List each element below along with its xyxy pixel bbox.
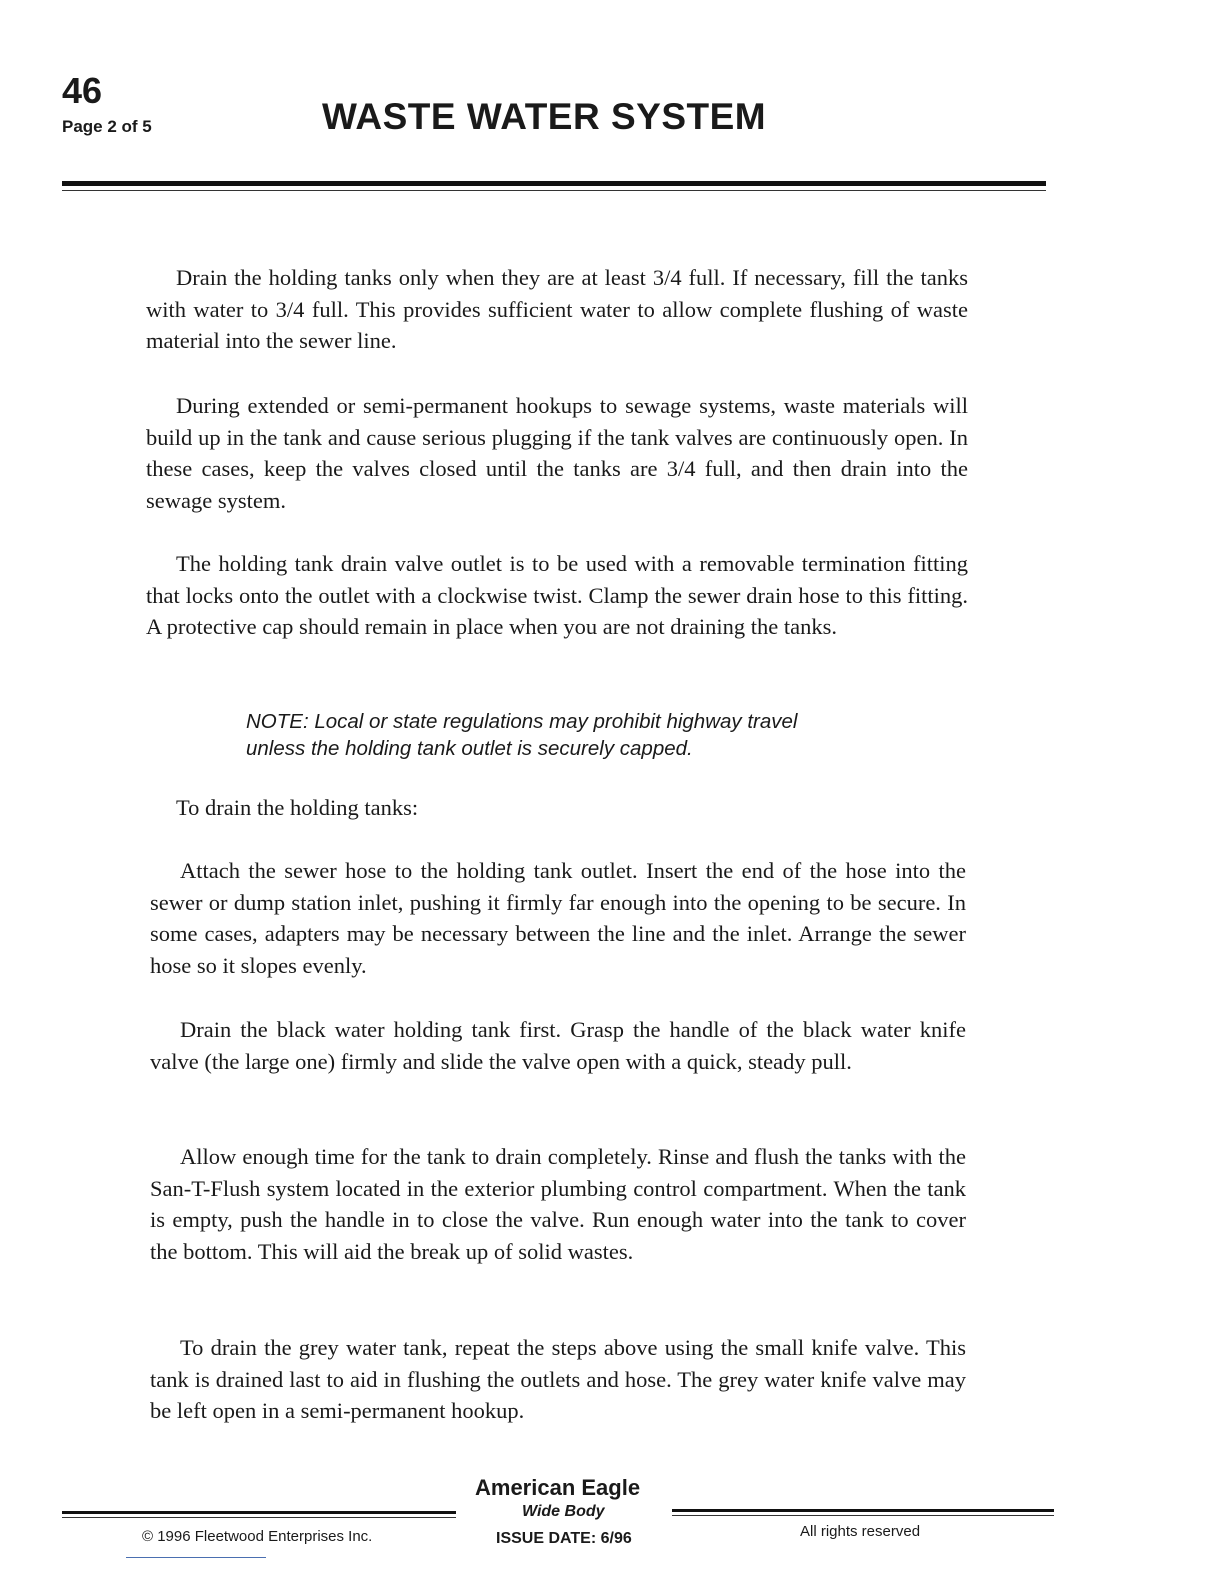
header-rule-thick: [62, 181, 1046, 186]
footer-copyright: © 1996 Fleetwood Enterprises Inc.: [142, 1528, 373, 1545]
note-line-1: NOTE: Local or state regulations may prohibit highway travel: [246, 710, 798, 733]
footer-rule-left-thick: [62, 1511, 456, 1514]
page-of-indicator: Page 2 of 5: [62, 117, 152, 136]
paragraph-fill-level: Drain the holding tanks only when they are at least 3/4 full. If necessary, fill the tanks with water to 3/4 full. This provides sufficient water to allow complete flushing of waste material into the sewer line.: [146, 265, 968, 354]
page-title: WASTE WATER SYSTEM: [322, 96, 767, 137]
page-number: 46: [62, 70, 103, 111]
drain-instructions-heading: To drain the holding tanks:: [176, 795, 419, 820]
footer-rule-right-thin: [672, 1515, 1054, 1516]
step-drain-black-water: Drain the black water holding tank first. Grasp the handle of the black water knife valve (the large one) firmly and slide the valve open with a quick, steady pull.: [150, 1017, 966, 1074]
footer-rights: All rights reserved: [800, 1523, 921, 1540]
footer-issue-date: ISSUE DATE: 6/96: [496, 1530, 632, 1547]
header-rule-thin: [62, 190, 1046, 191]
step-attach-hose: Attach the sewer hose to the holding tank outlet. Insert the end of the hose into the sewer or dump station inlet, pushing it firmly far enough into the opening to be secure. In some cases, adapters may be necessary between the line and the inlet. Arrange the sewer hose so it slopes evenly.: [150, 858, 966, 978]
footer-underline-mark: [126, 1557, 266, 1558]
step-rinse-and-flush: Allow enough time for the tank to drain completely. Rinse and flush the tanks with the San-T-Flush system located in the exterior plumbing control compartment. When the tank is empty, push the handle in to close the valve. Run enough water into the tank to cover the bottom. This will aid the break up of solid wastes.: [150, 1144, 966, 1264]
regulation-note: [246, 708, 926, 762]
paragraph-drain-valve-outlet: The holding tank drain valve outlet is to be used with a removable termination fitting that locks onto the outlet with a clockwise twist. Clamp the sewer drain hose to this fitting. A protective cap should remain in place when you are not draining the tanks.: [146, 551, 968, 640]
footer-rule-right-thick: [672, 1509, 1054, 1512]
footer-rule-left-thin: [62, 1517, 456, 1518]
paragraph-extended-hookups: During extended or semi-permanent hookups to sewage systems, waste materials will build up in the tank and cause serious plugging if the tank valves are continuously open. In these cases, keep the valves closed until the tanks are 3/4 full, and then drain into the sewage system.: [146, 393, 968, 513]
footer-model: Wide Body: [522, 1503, 605, 1520]
footer-brand: American Eagle: [475, 1475, 641, 1500]
note-line-2: unless the holding tank outlet is securely capped.: [246, 737, 693, 760]
step-drain-grey-water: To drain the grey water tank, repeat the steps above using the small knife valve. This tank is drained last to aid in flushing the outlets and hose. The grey water knife valve may be left open in a semi-permanent hookup.: [150, 1335, 966, 1424]
